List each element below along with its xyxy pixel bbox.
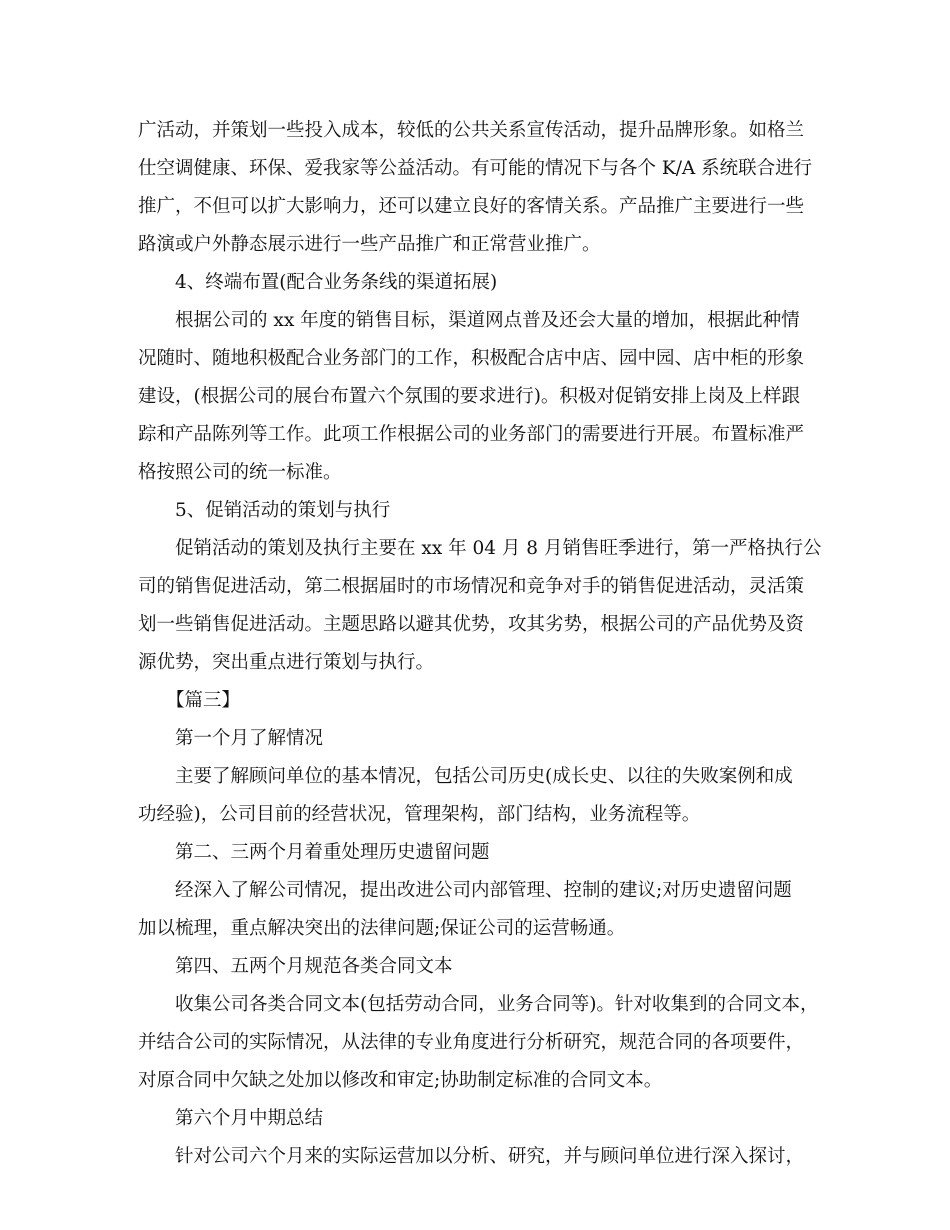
paragraph-line: 对原合同中欠缺之处加以修改和审定;协助制定标准的合同文本。 xyxy=(138,1070,663,1091)
paragraph-line: 划一些销售促进活动。主题思路以避其优势，攻其劣势，根据公司的产品优势及资 xyxy=(138,614,805,635)
paragraph-line: 源优势，突出重点进行策划与执行。 xyxy=(138,652,435,673)
paragraph-line: 主要了解顾问单位的基本情况，包括公司历史(成长史、以往的失败案例和成 xyxy=(175,766,793,787)
section-heading: 4、终端布置(配合业务条线的渠道拓展) xyxy=(175,272,498,293)
paragraph-line: 收集公司各类合同文本(包括劳动合同，业务合同等)。针对收集到的合同文本， xyxy=(175,994,819,1015)
paragraph-line: 经深入了解公司情况，提出改进公司内部管理、控制的建议;对历史遗留问题 xyxy=(175,880,792,901)
paragraph-line: 并结合公司的实际情况，从法律的专业角度进行分析研究，规范合同的各项要件， xyxy=(138,1032,805,1053)
section-heading: 第四、五两个月规范各类合同文本 xyxy=(175,956,453,977)
paragraph-line: 根据公司的 xx 年度的销售目标，渠道网点普及还会大量的增加，根据此种情 xyxy=(175,310,800,331)
paragraph-line: 踪和产品陈列等工作。此项工作根据公司的业务部门的需要进行开展。布置标准严 xyxy=(138,424,805,445)
section-heading: 第六个月中期总结 xyxy=(175,1108,324,1129)
paragraph-line: 加以梳理，重点解决突出的法律问题;保证公司的运营畅通。 xyxy=(138,918,626,939)
paragraph-line: 建设，(根据公司的展台布置六个氛围的要求进行)。积极对促销安排上岗及上样跟 xyxy=(138,386,800,407)
paragraph-line: 功经验)，公司目前的经营状况，管理架构，部门结构，业务流程等。 xyxy=(138,804,701,825)
paragraph-line: 仕空调健康、环保、爱我家等公益活动。有可能的情况下与各个 K/A 系统联合进行 xyxy=(138,158,813,179)
section-heading: 第二、三两个月着重处理历史遗留问题 xyxy=(175,842,490,863)
paragraph-line: 司的销售促进活动，第二根据届时的市场情况和竞争对手的销售促进活动，灵活策 xyxy=(138,576,805,597)
paragraph-line: 路演或户外静态展示进行一些产品推广和正常营业推广。 xyxy=(138,234,601,255)
chapter-heading: 【篇三】 xyxy=(166,690,241,711)
paragraph-line: 促销活动的策划及执行主要在 xx 年 04 月 8 月销售旺季进行，第一严格执行公 xyxy=(175,538,822,559)
section-heading: 第一个月了解情况 xyxy=(175,728,324,749)
paragraph-line: 针对公司六个月来的实际运营加以分析、研究，并与顾问单位进行深入探讨， xyxy=(175,1146,805,1167)
document-body xyxy=(138,112,822,1176)
paragraph-line: 推广，不但可以扩大影响力，还可以建立良好的客情关系。产品推广主要进行一些 xyxy=(138,196,805,217)
paragraph-line: 况随时、随地积极配合业务部门的工作，积极配合店中店、园中园、店中柜的形象 xyxy=(138,348,805,369)
section-heading: 5、促销活动的策划与执行 xyxy=(175,500,391,521)
paragraph-line: 格按照公司的统一标准。 xyxy=(138,462,342,483)
paragraph-line: 广活动，并策划一些投入成本，较低的公共关系宣传活动，提升品牌形象。如格兰 xyxy=(138,120,805,141)
